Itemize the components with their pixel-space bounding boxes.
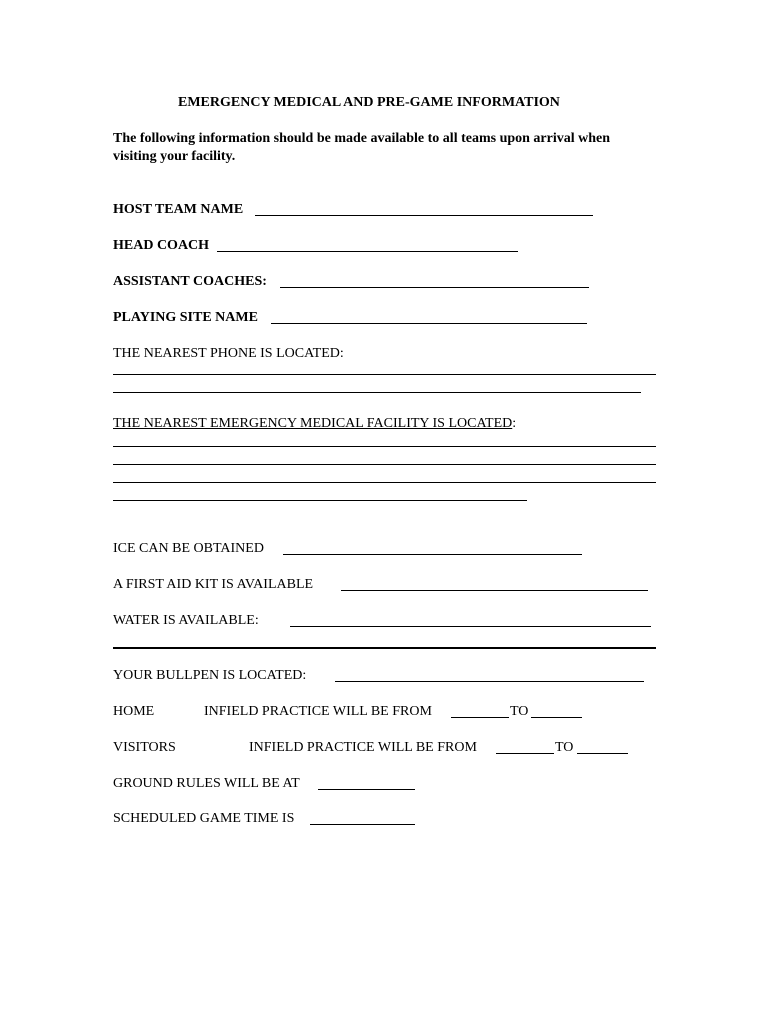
ground-rules-label: GROUND RULES WILL BE AT (113, 776, 300, 791)
first-aid-label: A FIRST AID KIT IS AVAILABLE (113, 577, 314, 592)
water-label: WATER IS AVAILABLE: (113, 613, 259, 628)
playing-site-name-field[interactable] (271, 323, 587, 324)
playing-site-name-label: PLAYING SITE NAME (113, 310, 258, 325)
medical-facility-field-line-4[interactable] (113, 500, 527, 501)
nearest-medical-facility-text: THE NEAREST EMERGENCY MEDICAL FACILITY IS LOCATED (113, 416, 513, 431)
visitors-label: VISITORS (113, 740, 176, 755)
nearest-phone-field-line-1[interactable] (113, 374, 656, 375)
head-coach-field[interactable] (217, 251, 518, 252)
bullpen-label: YOUR BULLPEN IS LOCATED: (113, 668, 307, 683)
bullpen-field[interactable] (335, 681, 644, 682)
game-time-field[interactable] (310, 824, 415, 825)
intro-line-1: The following information should be made available to all teams upon arrival when (113, 131, 611, 146)
medical-facility-field-line-1[interactable] (113, 446, 656, 447)
nearest-phone-label: THE NEAREST PHONE IS LOCATED: (113, 346, 344, 361)
nearest-medical-facility-colon: : (512, 416, 517, 431)
visitors-infield-practice-label: INFIELD PRACTICE WILL BE FROM (249, 740, 477, 755)
visitors-practice-end-field[interactable] (577, 753, 628, 754)
assistant-coaches-field[interactable] (280, 287, 589, 288)
section-divider (113, 647, 656, 649)
medical-facility-field-line-3[interactable] (113, 482, 656, 483)
assistant-coaches-label: ASSISTANT COACHES: (113, 274, 267, 289)
visitors-to-label: TO (555, 740, 574, 755)
home-infield-practice-label: INFIELD PRACTICE WILL BE FROM (204, 704, 432, 719)
medical-facility-field-line-2[interactable] (113, 464, 656, 465)
home-practice-start-field[interactable] (451, 717, 509, 718)
water-field[interactable] (290, 626, 651, 627)
home-label: HOME (113, 704, 155, 719)
home-to-label: TO (510, 704, 529, 719)
ground-rules-field[interactable] (318, 789, 415, 790)
ice-field[interactable] (283, 554, 582, 555)
visitors-practice-start-field[interactable] (496, 753, 554, 754)
ice-label: ICE CAN BE OBTAINED (113, 541, 264, 556)
host-team-name-label: HOST TEAM NAME (113, 202, 244, 217)
first-aid-field[interactable] (341, 590, 648, 591)
game-time-label: SCHEDULED GAME TIME IS (113, 811, 295, 826)
host-team-name-field[interactable] (255, 215, 593, 216)
form-title: EMERGENCY MEDICAL AND PRE-GAME INFORMATION (178, 95, 560, 110)
home-practice-end-field[interactable] (531, 717, 582, 718)
intro-line-2: visiting your facility. (113, 149, 236, 164)
nearest-medical-facility-label (113, 415, 516, 432)
nearest-phone-field-line-2[interactable] (113, 392, 641, 393)
head-coach-label: HEAD COACH (113, 238, 210, 253)
